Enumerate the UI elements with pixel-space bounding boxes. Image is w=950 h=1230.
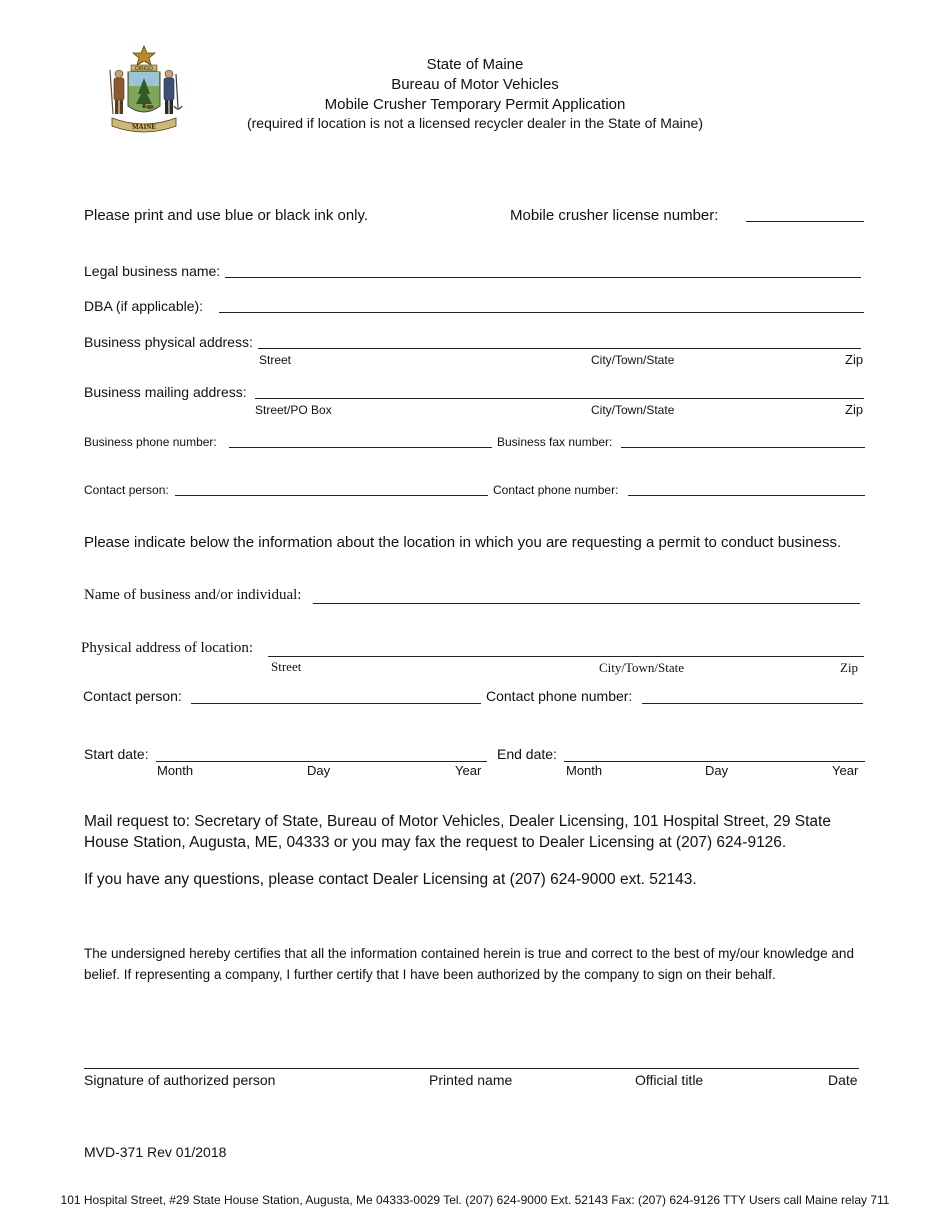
questions-contact: If you have any questions, please contact Dealer Licensing at (207) 624-9000 ext. 52143. — [84, 871, 697, 888]
mailing-zip-caption: Zip — [845, 402, 864, 417]
end-year-caption: Year — [832, 763, 859, 778]
form-id: MVD-371 Rev 01/2018 — [84, 1144, 227, 1160]
business-fax-line — [621, 447, 865, 448]
location-city-caption: City/Town/State — [599, 660, 685, 675]
header-state: State of Maine — [426, 56, 524, 73]
end-date-input[interactable] — [564, 745, 865, 761]
start-month-caption: Month — [157, 763, 194, 778]
physical-address-line — [258, 348, 861, 349]
physical-city-caption: City/Town/State — [591, 353, 675, 367]
business-phone-input[interactable] — [229, 431, 492, 447]
contact-person-label: Contact person: — [84, 483, 169, 497]
location-name-label: Name of business and/or individual: — [84, 587, 302, 603]
start-date-line — [156, 761, 487, 762]
business-phone-line — [229, 447, 492, 448]
dba-label: DBA (if applicable): — [84, 298, 204, 314]
location-name-line — [313, 603, 860, 604]
mailing-address-line — [255, 398, 864, 399]
physical-address-input[interactable] — [258, 332, 861, 348]
signature-input[interactable] — [84, 1052, 859, 1068]
location-address-input[interactable] — [268, 640, 864, 656]
end-date-line — [564, 761, 865, 762]
legal-name-input[interactable] — [225, 261, 861, 277]
physical-street-caption: Street — [259, 353, 292, 367]
contact-phone-line — [628, 495, 865, 496]
business-phone-label: Business phone number: — [84, 435, 217, 449]
start-date-label: Start date: — [84, 746, 149, 762]
location-contact-input[interactable] — [191, 687, 481, 703]
svg-text:MAINE: MAINE — [131, 123, 157, 131]
end-day-caption: Day — [705, 763, 729, 778]
location-contact-line — [191, 703, 481, 704]
location-address-line — [268, 656, 864, 657]
end-month-caption: Month — [566, 763, 603, 778]
location-contact-phone-input[interactable] — [642, 687, 863, 703]
location-address-label: Physical address of location: — [81, 640, 254, 656]
start-year-caption: Year — [455, 763, 482, 778]
mailing-address-label: Business mailing address: — [84, 384, 247, 400]
mailing-city-caption: City/Town/State — [591, 403, 675, 417]
certification-text: The undersigned hereby certifies that all the information contained herein is true and correct to the best of my/our knowledge and belief. If representing a company, I further certify that I have been authorized by the company to sign on their behalf. — [84, 946, 854, 982]
mailing-address-input[interactable] — [255, 382, 864, 398]
location-contact-phone-label: Contact phone number: — [486, 688, 633, 704]
contact-phone-input[interactable] — [628, 479, 865, 495]
dba-line — [219, 312, 864, 313]
legal-name-line — [225, 277, 861, 278]
mail-instructions: Mail request to: Secretary of State, Bureau of Motor Vehicles, Dealer Licensing, 101 Hospital Street, 29 State House Station, Augusta, ME, 04333 or you may fax the request to Dealer Licensing at (207) 624-9126. — [84, 813, 831, 851]
legal-name-label: Legal business name: — [84, 263, 221, 279]
page-title: Mobile Crusher Temporary Permit Application — [324, 96, 626, 113]
ink-notice: Please print and use blue or black ink only. — [84, 207, 369, 224]
contact-person-line — [175, 495, 488, 496]
physical-zip-caption: Zip — [845, 352, 864, 367]
official-title-caption: Official title — [635, 1072, 704, 1088]
header-bureau: Bureau of Motor Vehicles — [391, 76, 559, 93]
physical-address-label: Business physical address: — [84, 334, 253, 350]
end-date-label: End date: — [497, 746, 557, 762]
contact-phone-label: Contact phone number: — [493, 483, 619, 497]
date-caption: Date — [828, 1072, 858, 1088]
signature-line — [84, 1068, 859, 1069]
location-contact-phone-line — [642, 703, 863, 704]
license-number-input[interactable] — [746, 205, 864, 221]
start-date-input[interactable] — [156, 745, 487, 761]
svg-text:DIRIGO: DIRIGO — [135, 66, 153, 72]
signature-caption: Signature of authorized person — [84, 1072, 276, 1088]
location-street-caption: Street — [271, 659, 302, 674]
page-footer: 101 Hospital Street, #29 State House Station, Augusta, Me 04333-0029 Tel. (207) 624-9000 Ext. 52143 Fax: (207) 624-9126 TTY Users call Maine relay 711 — [60, 1193, 890, 1207]
license-number-line — [746, 221, 864, 222]
location-instruction: Please indicate below the information about the location in which you are requesting a permit to conduct business. — [84, 534, 842, 551]
location-zip-caption: Zip — [840, 660, 859, 675]
printed-name-caption: Printed name — [429, 1072, 513, 1088]
header-subtitle: (required if location is not a licensed recycler dealer in the State of Maine) — [246, 115, 703, 131]
business-fax-label: Business fax number: — [497, 435, 613, 449]
license-number-label: Mobile crusher license number: — [510, 207, 719, 224]
contact-person-input[interactable] — [175, 479, 488, 495]
dba-input[interactable] — [219, 296, 864, 312]
start-day-caption: Day — [307, 763, 331, 778]
mailing-street-caption: Street/PO Box — [255, 403, 332, 417]
business-fax-input[interactable] — [621, 431, 865, 447]
location-contact-label: Contact person: — [83, 688, 182, 704]
location-name-input[interactable] — [313, 587, 860, 603]
